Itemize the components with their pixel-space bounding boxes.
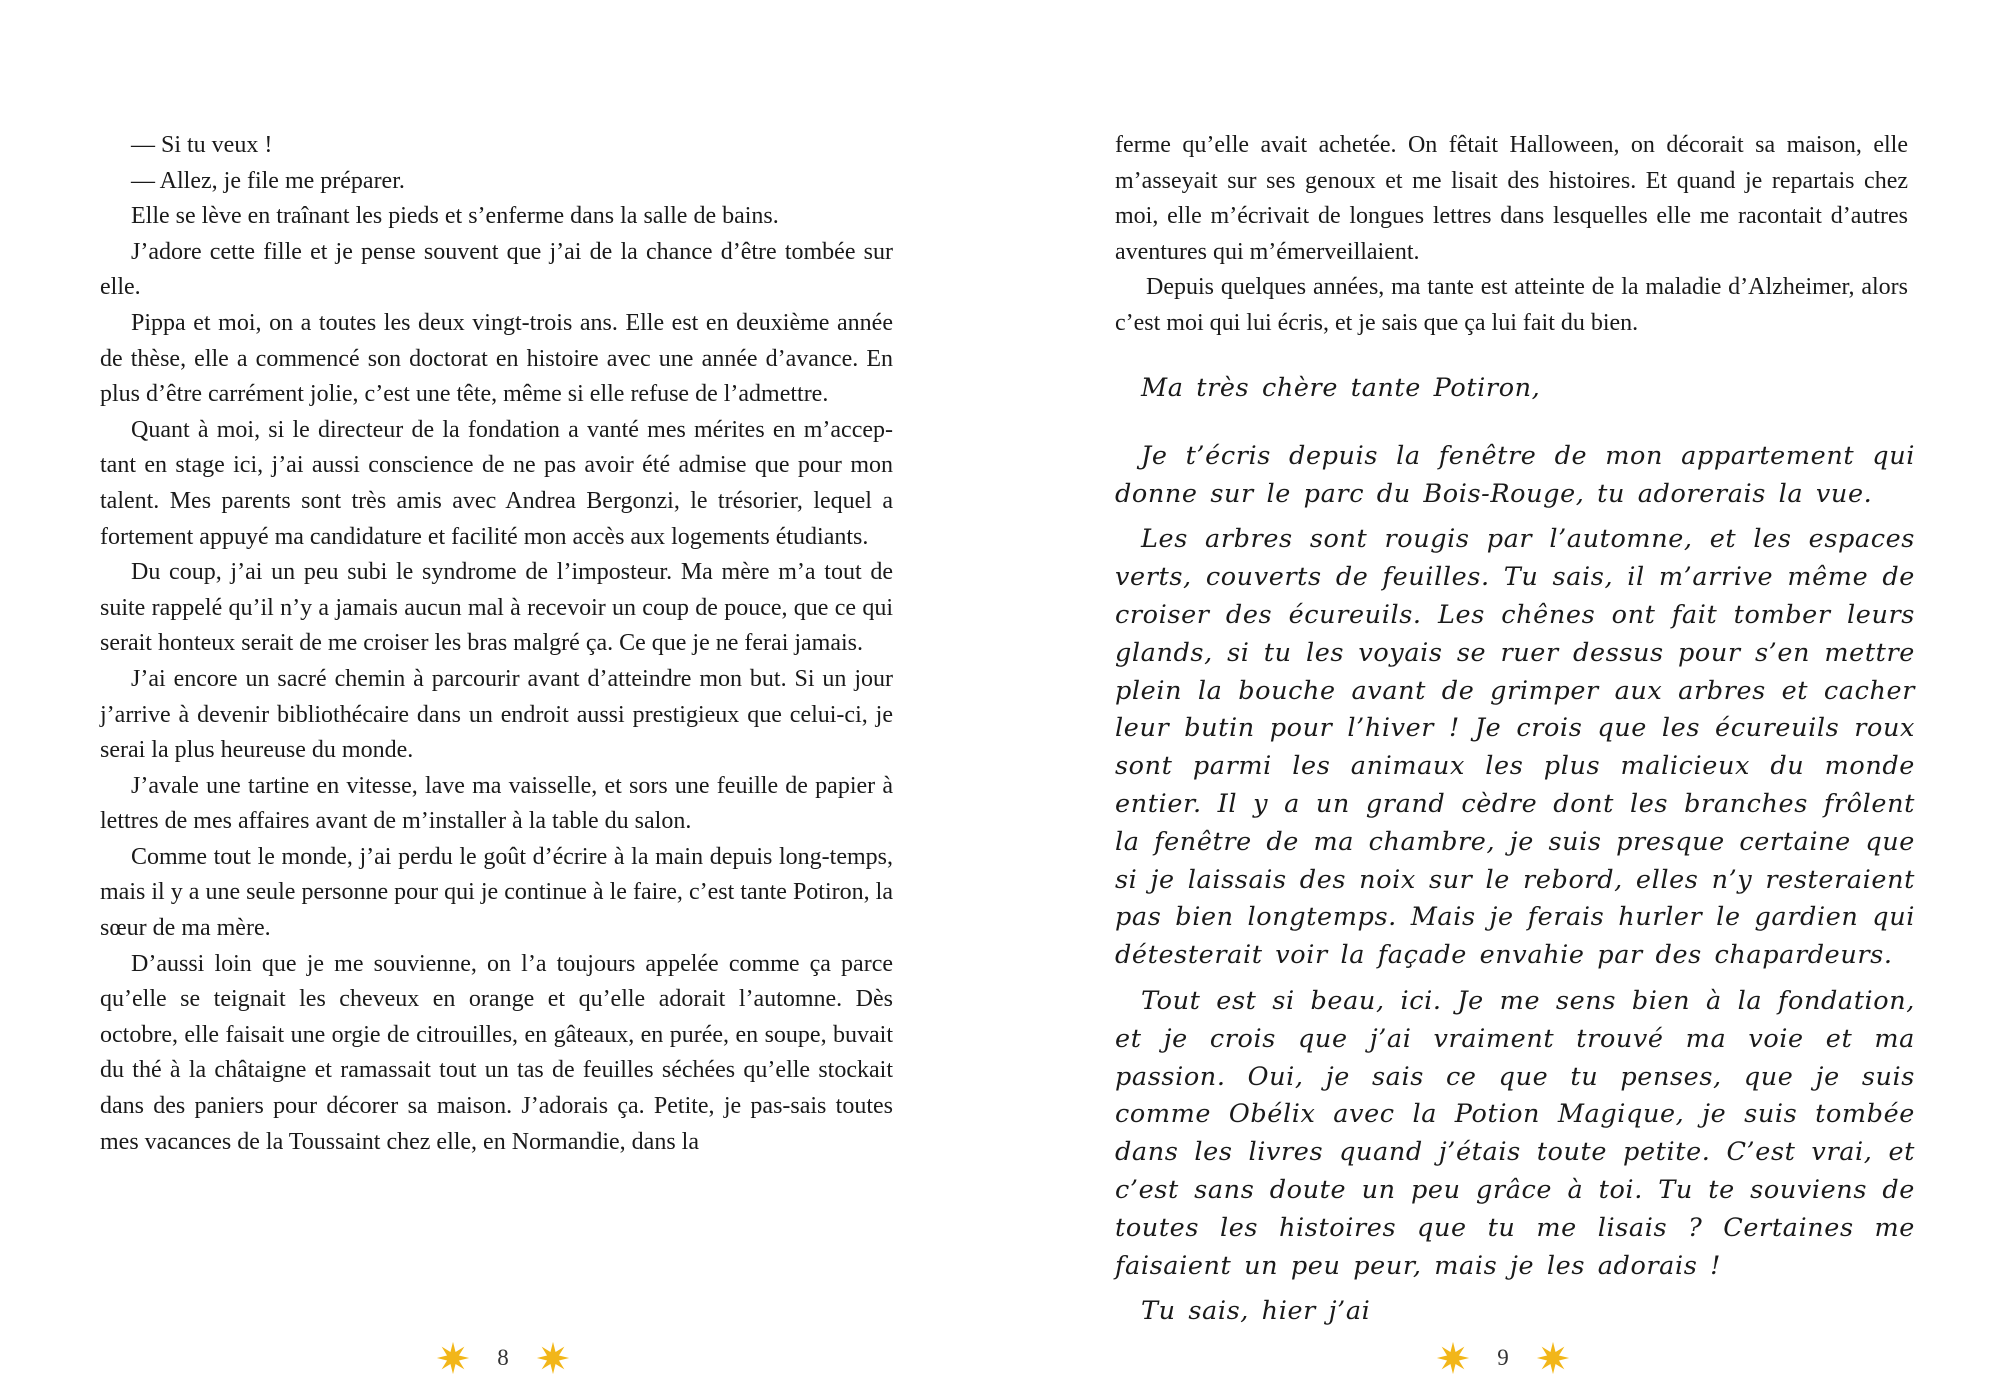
paragraph: — Allez, je file me préparer. bbox=[131, 167, 405, 194]
paragraph: J’ai encore un sacré chemin à parcourir avant d’atteindre mon but. Si un jour j’arrive à devenir bibliothécaire dans un endroit aussi prestigieux que celui-ci, je serai la plus heureuse du monde. bbox=[100, 665, 893, 764]
letter-paragraph: Tout est si beau, ici. Je me sens bien à la fondation, et je crois que j’ai vraiment trouvé ma voie et ma passion. Oui, je sais ce que tu penses, que je suis comme Obélix avec la Potion Magique, je suis tombée dans les livres quand j’étais toute petite. C’est vrai, et c’est sans doute un peu grâce à toi. Tu te souviens de toutes les histoires que tu me lisais ? Certaines me faisaient un peu peur, mais je les adorais ! bbox=[1115, 985, 1915, 1281]
paragraph: — Si tu veux ! bbox=[131, 132, 273, 158]
star-ornament-icon bbox=[436, 1341, 470, 1375]
paragraph: Depuis quelques années, ma tante est atteinte de la maladie d’Alzheimer, alors c’est moi qui lui écris, et je sais que ça lui fait du bien. bbox=[1115, 274, 1908, 336]
right-page bbox=[1000, 0, 2000, 1400]
letter-paragraph: Tu sais, hier j’ai bbox=[1141, 1296, 1371, 1327]
page-number: 9 bbox=[1497, 1345, 1509, 1370]
page-number-footer bbox=[436, 1333, 570, 1383]
paragraph: Comme tout le monde, j’ai perdu le goût d’écrire à la main depuis long-temps, mais il y a une seule personne pour qui je continue à le faire, c’est tante Potiron, la sœur de ma mère. bbox=[100, 843, 893, 942]
letter-paragraph: Les arbres sont rougis par l’automne, et les espaces verts, couverts de feuilles. Tu sais, il m’arrive même de croiser des écureuils. Les chênes ont fait tomber leurs glands, si tu les voyais se ruer dessus pour s’en mettre plein la bouche avant de grimper aux arbres et cacher leur butin pour l’hiver ! Je crois que les écureuils roux sont parmi les animaux les plus malicieux du monde entier. Il y a un grand cèdre dont les branches frôlent la fenêtre de ma chambre, je suis presque certaine que si je laissais des noix sur le rebord, elles n’y resteraient pas bien longtemps. Mais je ferais hurler le gardien qui détesterait voir la façade envahie par des chapardeurs. bbox=[1115, 524, 1915, 971]
paragraph: Elle se lève en traînant les pieds et s’enferme dans la salle de bains. bbox=[131, 203, 779, 230]
paragraph: J’adore cette fille et je pense souvent que j’ai de la chance d’être tombée sur elle. bbox=[100, 238, 893, 301]
page-number-footer bbox=[1436, 1333, 1570, 1383]
handwritten-letter bbox=[1115, 370, 1915, 1331]
paragraph: D’aussi loin que je me souvienne, on l’a toujours appelée comme ça parce qu’elle se teignait les cheveux en orange et qu’elle adorait l’automne. Dès octobre, elle faisait une orgie de citrouilles, en gâteaux, en purée, en soupe, buvait du thé à la châtaigne et ramassait tout un tas de feuilles séchées qu’elle stockait dans des paniers pour décorer sa maison. J’adorais ça. Petite, je pas-sais toutes mes vacances de la Toussaint chez elle, en Normandie, dans la bbox=[100, 950, 893, 1155]
star-ornament-icon bbox=[1536, 1341, 1570, 1375]
paragraph: Du coup, j’ai un peu subi le syndrome de l’imposteur. Ma mère m’a tout de suite rappelé qu’il n’y a jamais aucun mal à recevoir un coup de pouce, que ce qui serait honteux serait de me croiser les bras malgré ça. Ce que je ne ferai jamais. bbox=[100, 559, 893, 657]
letter-paragraph: Je t’écris depuis la fenêtre de mon appartement qui donne sur le parc du Bois-Rouge, tu adorerais la vue. bbox=[1115, 440, 1915, 509]
star-ornament-icon bbox=[536, 1341, 570, 1375]
paragraph: Quant à moi, si le directeur de la fondation a vanté mes mérites en m’accep-tant en stage ici, j’ai aussi conscience de ne pas avoir été admise que pour mon talent. Mes parents sont très amis avec Andrea Bergonzi, le trésorier, lequel a fortement appuyé ma candidature et facilité mon accès aux logements étudiants. bbox=[100, 416, 893, 550]
paragraph: Pippa et moi, on a toutes les deux vingt-trois ans. Elle est en deuxième année de thèse, elle a commencé son doctorat en histoire avec une année d’avance. En plus d’être carrément jolie, c’est une tête, même si elle refuse de l’admettre. bbox=[100, 309, 893, 408]
star-ornament-icon bbox=[1436, 1341, 1470, 1375]
letter-salutation: Ma très chère tante Potiron, bbox=[1141, 373, 1541, 403]
right-text-column bbox=[1115, 128, 1908, 342]
paragraph: ferme qu’elle avait achetée. On fêtait Halloween, on décorait sa maison, elle m’asseyait sur ses genoux et me lisait des histoires. Et quand je repartais chez moi, elle m’écrivait de longues lettres dans lesquelles elle me racontait d’autres aventures qui m’émerveillaient. bbox=[1115, 132, 1908, 265]
page-number: 8 bbox=[497, 1345, 509, 1370]
paragraph: J’avale une tartine en vitesse, lave ma vaisselle, et sors une feuille de papier à lettres de mes affaires avant de m’installer à la table du salon. bbox=[100, 772, 893, 835]
left-text-column bbox=[100, 128, 893, 1160]
